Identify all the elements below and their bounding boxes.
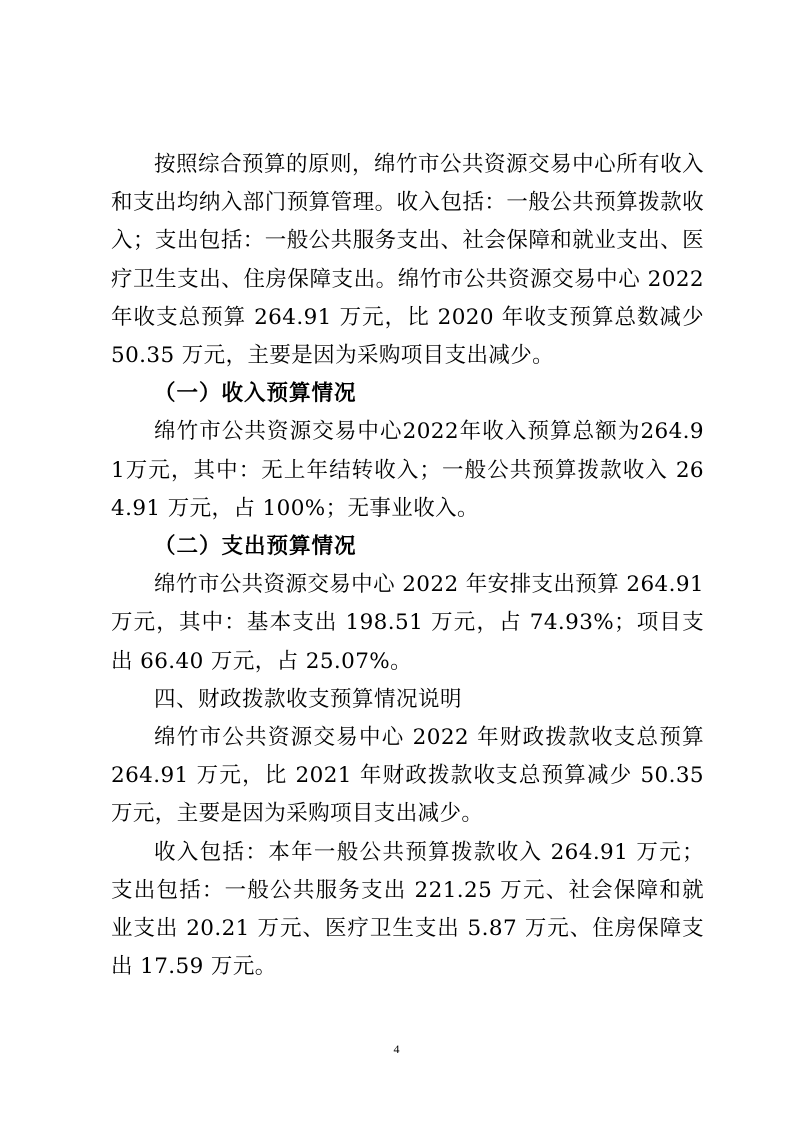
body-paragraph-income-budget: 绵竹市公共资源交易中心2022年收入预算总额为264.91万元，其中：无上年结转收入；一般公共预算拨款收入 264.91 万元，占 100%；无事业收入。 <box>111 419 704 521</box>
section-heading-income-budget: （一）收入预算情况 <box>154 381 357 407</box>
body-paragraph-budget-principle: 按照综合预算的原则，绵竹市公共资源交易中心所有收入和支出均纳入部门预算管理。收入包括：一般公共预算拨款收入；支出包括：一般公共服务支出、社会保障和就业支出、医疗卫生支出、住房保障支出。绵竹市公共资源交易中心 2022 年收支总预算 264.91 万元，比 2020 年收支预算总数减少 50.35 万元，主要是因为采购项目支出减少。 <box>111 152 704 369</box>
document-body <box>111 146 704 986</box>
body-paragraph-income-expenditure-detail: 收入包括：本年一般公共预算拨款收入 264.91 万元；支出包括：一般公共服务支出 221.25 万元、社会保障和就业支出 20.21 万元、医疗卫生支出 5.87 万元、住房保障支出 17.59 万元。 <box>111 839 704 980</box>
section-heading-fiscal-allocation: 四、财政拨款收支预算情况说明 <box>154 686 463 712</box>
section-heading-expenditure-budget: （二）支出预算情况 <box>154 534 357 560</box>
body-paragraph-fiscal-allocation: 绵竹市公共资源交易中心 2022 年财政拨款收支总预算 264.91 万元，比 2021 年财政拨款收支总预算减少 50.35 万元，主要是因为采购项目支出减少。 <box>111 725 704 827</box>
body-paragraph-expenditure-budget: 绵竹市公共资源交易中心 2022 年安排支出预算 264.91 万元，其中：基本支出 198.51 万元，占 74.93%；项目支出 66.40 万元，占 25.07%。 <box>111 572 704 674</box>
page-number: 4 <box>393 1042 400 1056</box>
